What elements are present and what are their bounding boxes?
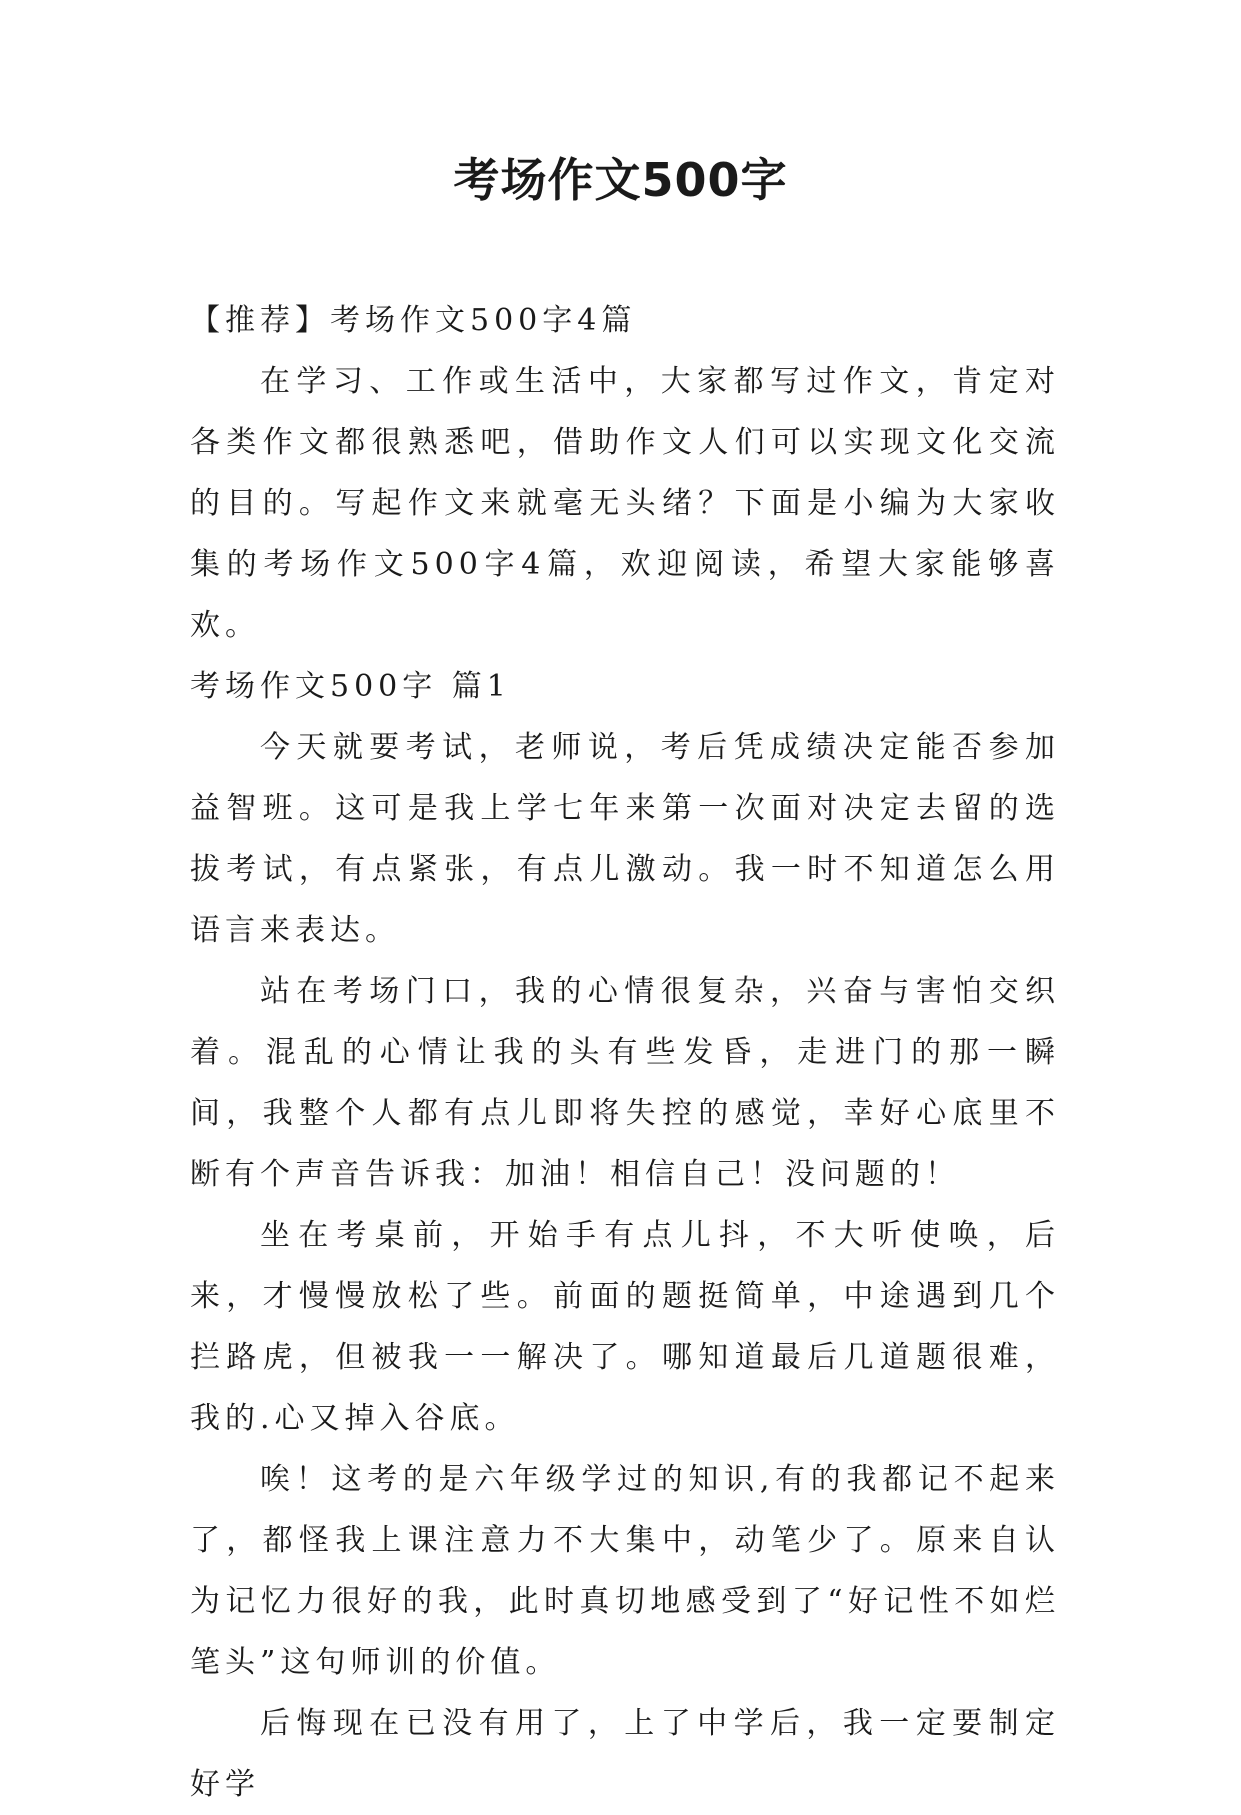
intro-heading: 【推荐】考场作文500字4篇 <box>190 303 637 338</box>
body-paragraph: 今天就要考试，老师说，考后凭成绩决定能否参加益智班。这可是我上学七年来第一次面对决定去留的选拔考试，有点紧张，有点儿激动。我一时不知道怎么用语言来表达。 <box>190 730 1060 948</box>
body-paragraph: 坐在考桌前，开始手有点儿抖，不大听使唤，后来，才慢慢放松了些。前面的题挺简单，中途遇到几个拦路虎，但被我一一解决了。哪知道最后几道题很难，我的.心又掉入谷底。 <box>190 1218 1060 1436</box>
body-paragraph: 唉！这考的是六年级学过的知识,有的我都记不起来了，都怪我上课注意力不大集中，动笔少了。原来自认为记忆力很好的我，此时真切地感受到了“好记性不如烂笔头”这句师训的价值。 <box>190 1462 1060 1680</box>
essay-heading: 考场作文500字 篇1 <box>190 669 511 704</box>
document-body <box>190 290 1060 1815</box>
body-paragraph: 后悔现在已没有用了，上了中学后，我一定要制定好学 <box>190 1706 1060 1802</box>
intro-paragraph: 在学习、工作或生活中，大家都写过作文，肯定对各类作文都很熟悉吧，借助作文人们可以实现文化交流的目的。写起作文来就毫无头绪？下面是小编为大家收集的考场作文500字4篇，欢迎阅读，希望大家能够喜欢。 <box>190 364 1060 643</box>
body-paragraph: 站在考场门口，我的心情很复杂，兴奋与害怕交织着。混乱的心情让我的头有些发昏，走进门的那一瞬间，我整个人都有点儿即将失控的感觉，幸好心底里不断有个声音告诉我：加油！相信自己！没问题的！ <box>190 974 1060 1192</box>
document-title: 考场作文500字 <box>453 153 788 207</box>
